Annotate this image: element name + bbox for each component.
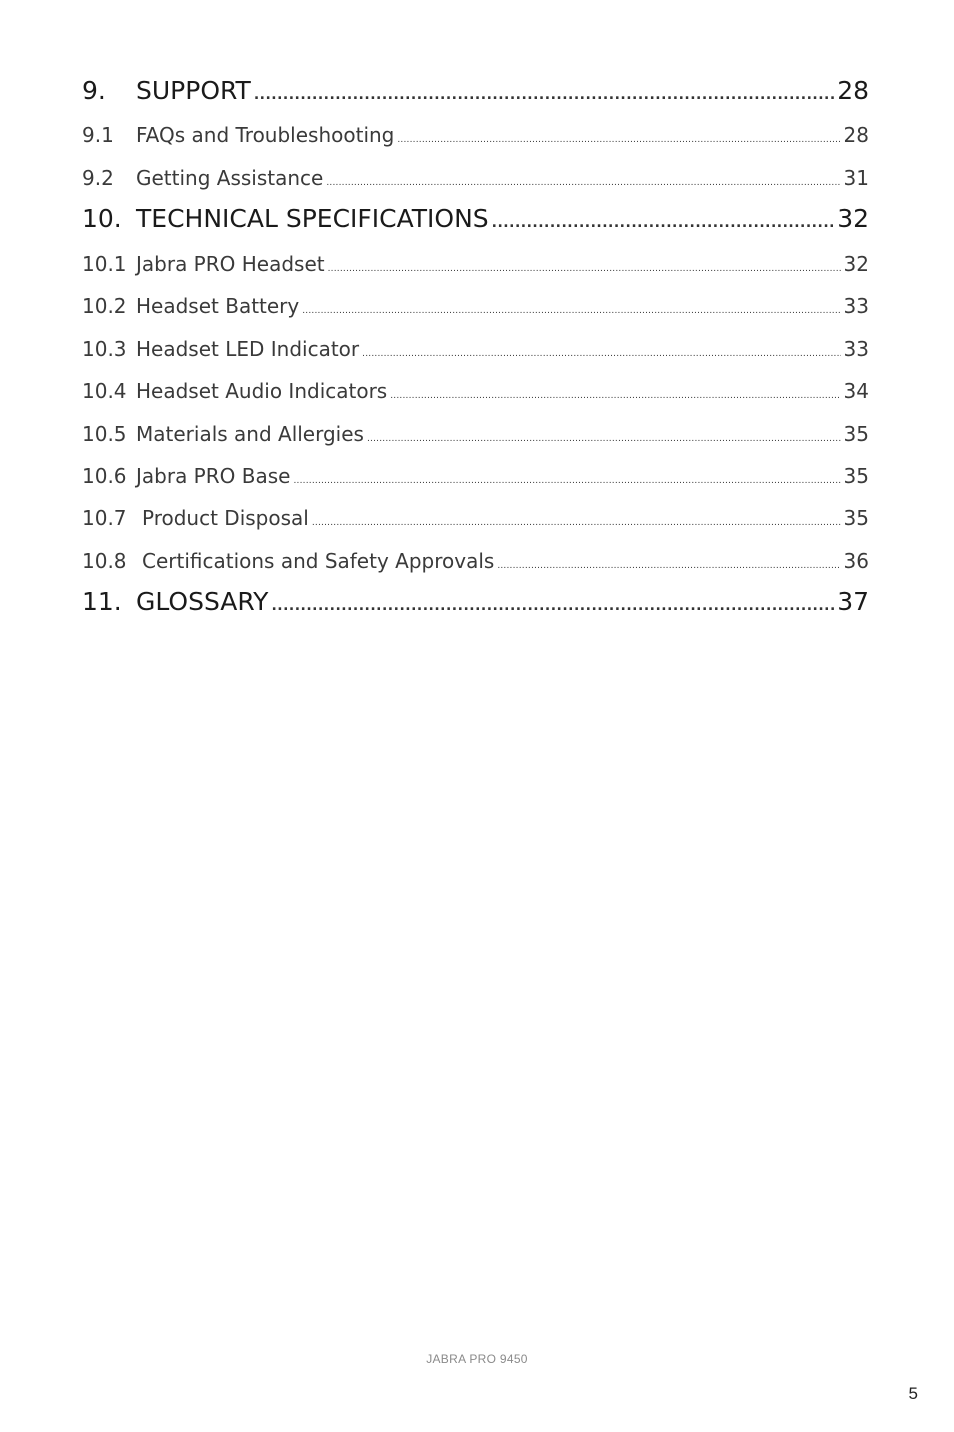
toc-entry-title: GLOSSARY	[136, 587, 269, 616]
toc-entry-10[interactable]	[82, 204, 869, 238]
dot-leader	[254, 87, 834, 103]
toc-entry-title: Jabra PRO Headset	[136, 252, 325, 276]
dot-leader	[362, 349, 840, 359]
toc-entry-title: FAQs and Troubleshooting	[136, 123, 395, 147]
toc-entry-number: 9.	[82, 76, 106, 105]
toc-entry-page: 34	[843, 379, 869, 403]
dot-leader	[302, 306, 840, 316]
toc-entry-number: 10.1	[82, 252, 127, 276]
toc-entry-number: 10.4	[82, 379, 127, 403]
dot-leader	[397, 135, 840, 145]
toc-entry-10-3[interactable]	[82, 337, 869, 365]
toc-entry-10-1[interactable]	[82, 252, 869, 280]
toc-entry-9-1[interactable]	[82, 123, 869, 151]
toc-entry-number: 11.	[82, 587, 122, 616]
toc-entry-page: 31	[843, 166, 869, 190]
toc-entry-page: 28	[837, 76, 869, 105]
toc-entry-page: 32	[843, 252, 869, 276]
toc-entry-title: SUPPORT	[136, 76, 251, 105]
toc-entry-page: 37	[837, 587, 869, 616]
dot-leader	[497, 561, 840, 571]
dot-leader	[326, 178, 840, 188]
toc-entry-10-5[interactable]	[82, 422, 869, 450]
toc-entry-9[interactable]	[82, 76, 869, 110]
dot-leader	[312, 518, 841, 528]
dot-leader	[492, 215, 835, 231]
toc-entry-number: 9.1	[82, 123, 114, 147]
toc-entry-title: Certifications and Safety Approvals	[142, 549, 495, 573]
dot-leader	[367, 434, 841, 444]
toc-entry-title: Headset Battery	[136, 294, 300, 318]
toc-entry-title: Headset LED Indicator	[136, 337, 360, 361]
toc-entry-10-6[interactable]	[82, 464, 869, 492]
toc-entry-number: 10.5	[82, 422, 127, 446]
toc-entry-page: 35	[843, 422, 869, 446]
toc-entry-10-7[interactable]	[82, 506, 869, 534]
toc-entry-title: Product Disposal	[142, 506, 309, 530]
toc-entry-title: Materials and Allergies	[136, 422, 364, 446]
dot-leader	[328, 264, 841, 274]
page-number: 5	[908, 1384, 918, 1403]
toc-entry-10-4[interactable]	[82, 379, 869, 407]
dot-leader	[390, 391, 840, 401]
toc-entry-page: 35	[843, 506, 869, 530]
toc-entry-number: 10.3	[82, 337, 127, 361]
toc-entry-title: Jabra PRO Base	[136, 464, 291, 488]
toc-entry-page: 33	[843, 294, 869, 318]
toc-entry-page: 32	[837, 204, 869, 233]
toc-entry-10-8[interactable]	[82, 549, 869, 577]
toc-entry-10-2[interactable]	[82, 294, 869, 322]
toc-entry-11[interactable]	[82, 587, 869, 621]
toc-entry-number: 10.8	[82, 549, 127, 573]
toc-entry-number: 10.6	[82, 464, 127, 488]
toc-entry-number: 10.	[82, 204, 122, 233]
toc-entry-page: 35	[843, 464, 869, 488]
toc-entry-title: Getting Assistance	[136, 166, 324, 190]
toc-entry-number: 10.2	[82, 294, 127, 318]
toc-entry-page: 33	[843, 337, 869, 361]
toc-entry-number: 9.2	[82, 166, 114, 190]
toc-entry-9-2[interactable]	[82, 166, 869, 194]
footer-product-name: JABRA PRO 9450	[426, 1352, 528, 1366]
toc-entry-title: Headset Audio Indicators	[136, 379, 388, 403]
toc-entry-page: 28	[843, 123, 869, 147]
dot-leader	[293, 476, 840, 486]
toc-entry-page: 36	[843, 549, 869, 573]
toc-entry-number: 10.7	[82, 506, 127, 530]
toc-entry-title: TECHNICAL SPECIFICATIONS	[136, 204, 489, 233]
dot-leader	[271, 598, 834, 614]
